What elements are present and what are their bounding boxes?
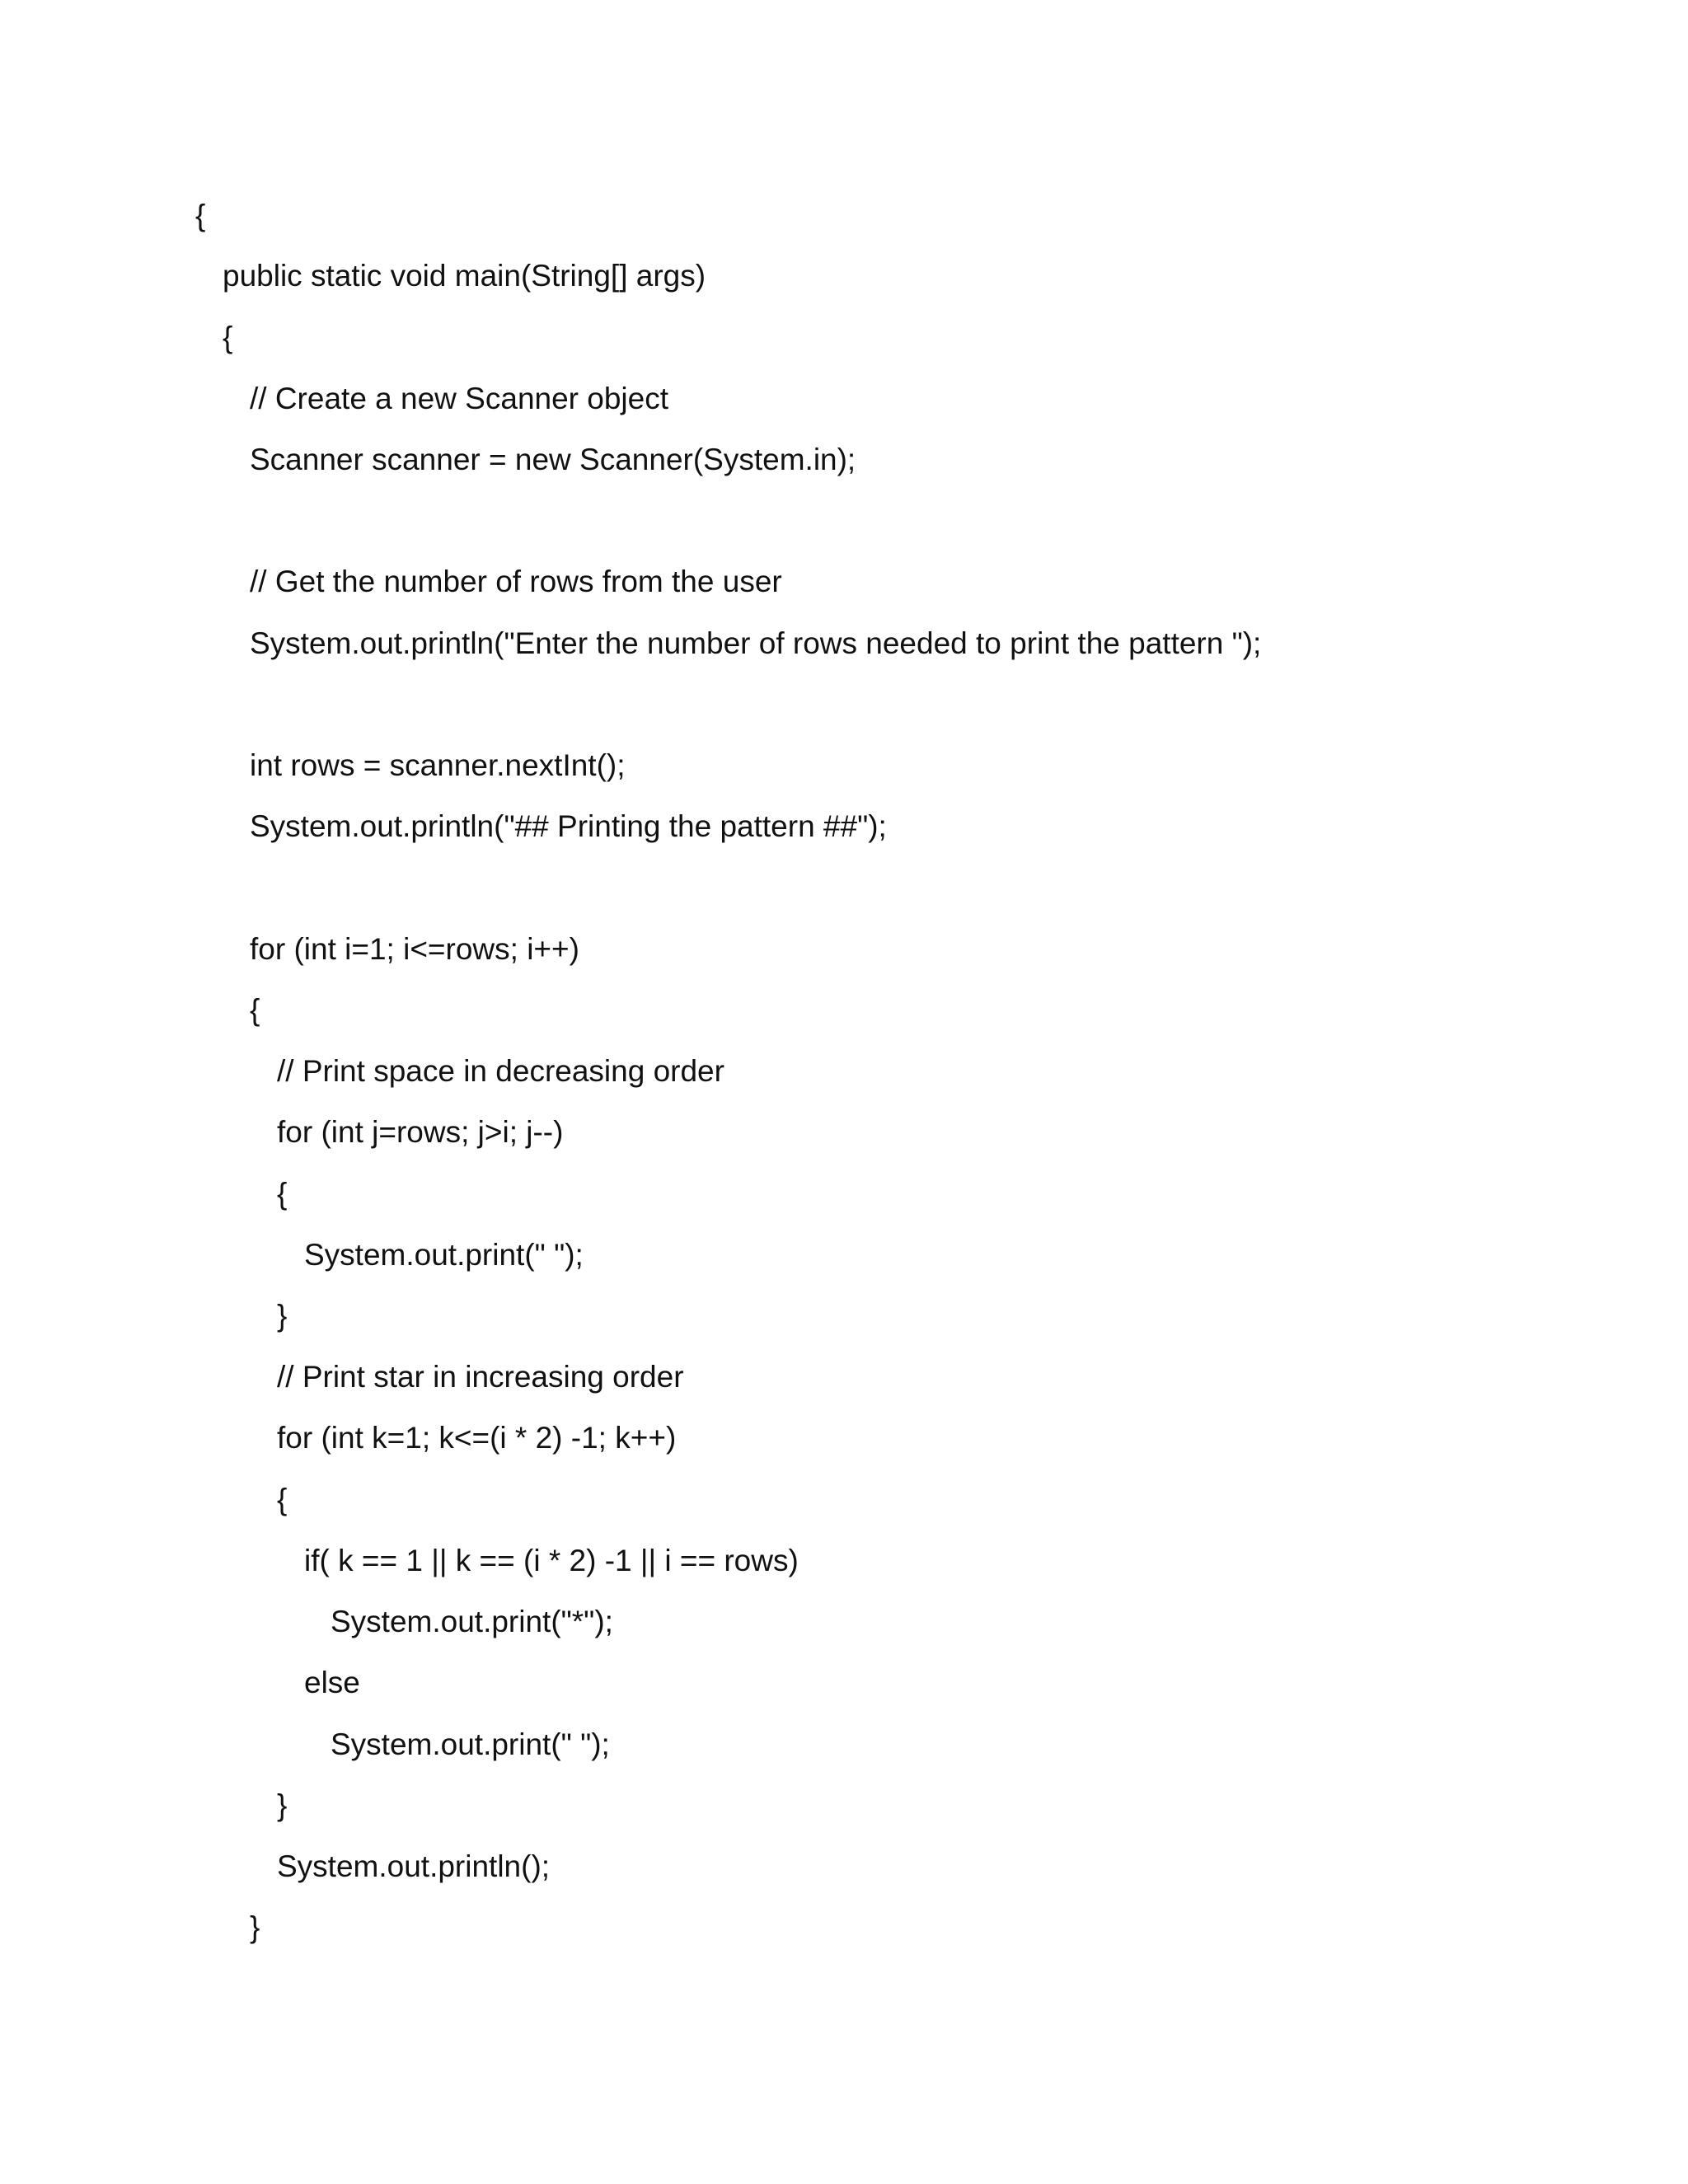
code-line: for (int k=1; k<=(i * 2) -1; k++)	[277, 1421, 677, 1455]
code-line: System.out.print(" ");	[304, 1238, 584, 1272]
code-line: int rows = scanner.nextInt();	[250, 748, 626, 782]
code-line: // Create a new Scanner object	[250, 382, 669, 415]
code-line: public static void main(String[] args)	[223, 259, 706, 293]
code-line: // Get the number of rows from the user	[250, 565, 782, 598]
code-line: for (int j=rows; j>i; j--)	[277, 1115, 564, 1149]
code-line: {	[223, 321, 233, 354]
code-line: System.out.println();	[277, 1849, 551, 1883]
code-line: {	[277, 1177, 288, 1211]
code-line: System.out.println("Enter the number of rows needed to print the pattern ");	[250, 626, 1262, 660]
code-line: Scanner scanner = new Scanner(System.in);	[250, 443, 856, 476]
code-line: }	[277, 1788, 288, 1822]
code-line: System.out.print(" ");	[331, 1727, 610, 1761]
code-line: System.out.print("*");	[331, 1605, 613, 1638]
code-line: {	[277, 1483, 288, 1516]
code-line: if( k == 1 || k == (i * 2) -1 || i == rows)	[304, 1544, 799, 1577]
code-line: // Print space in decreasing order	[277, 1054, 724, 1088]
code-line: else	[304, 1666, 360, 1699]
code-line: // Print star in increasing order	[277, 1360, 684, 1394]
code-line: }	[277, 1299, 288, 1333]
code-line: for (int i=1; i<=rows; i++)	[250, 932, 579, 966]
code-line: System.out.println("## Printing the pattern ##");	[250, 809, 887, 843]
code-line: {	[250, 993, 260, 1027]
code-line: {	[195, 199, 206, 232]
code-line: }	[250, 1910, 260, 1944]
